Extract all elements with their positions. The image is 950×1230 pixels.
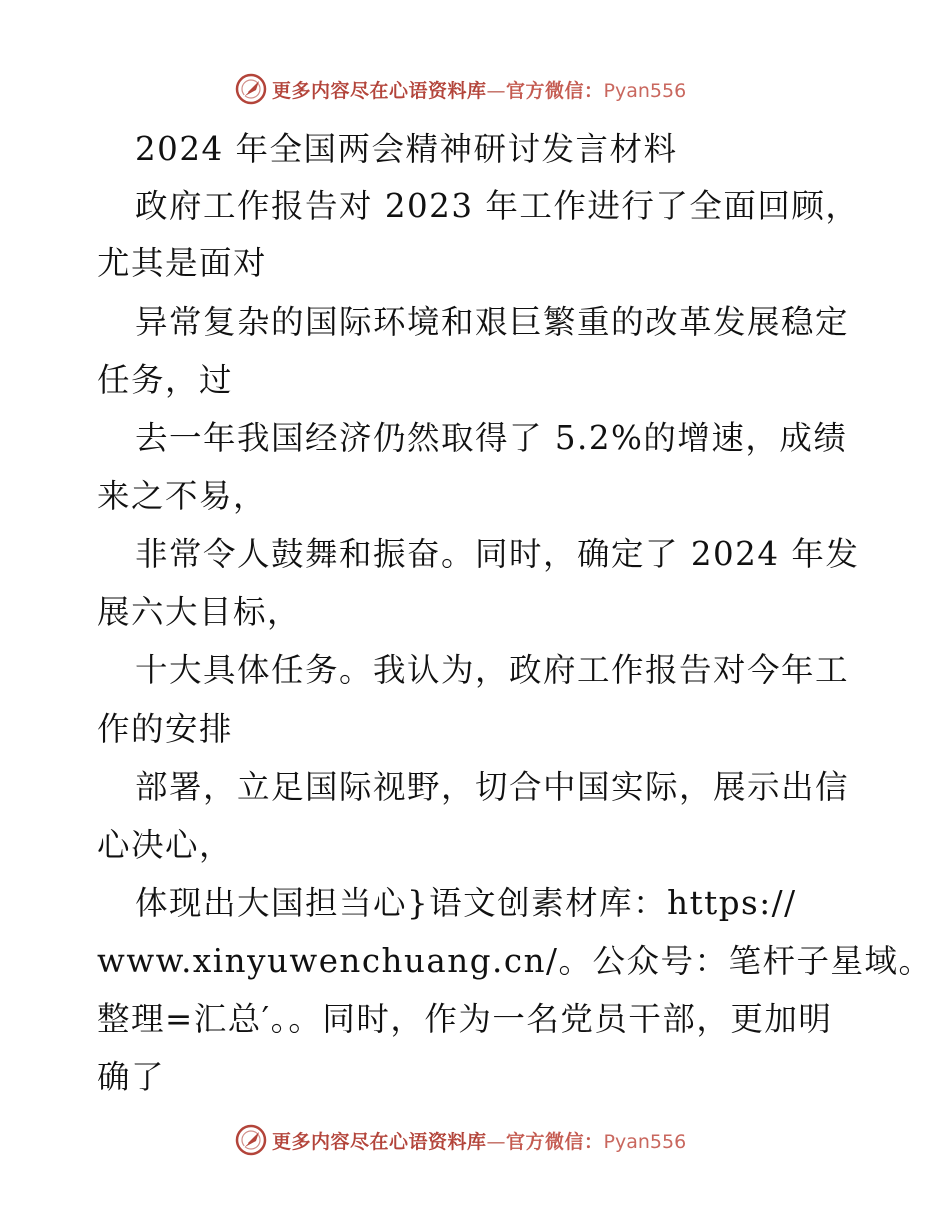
paragraph-line: 体现出大国担当心}语文创素材库：https:// (135, 884, 797, 922)
paragraph-line: 政府工作报告对 2023 年工作进行了全面回顾， (135, 187, 860, 225)
paragraph-line: 确了 (97, 1058, 166, 1096)
banner-dash: — (486, 79, 507, 102)
banner-main: 更多内容尽在心语资料库 (272, 1130, 487, 1153)
paragraph-line: 来之不易， (97, 477, 268, 515)
banner-main: 更多内容尽在心语资料库 (272, 79, 487, 102)
paragraph-line: 部署，立足国际视野，切合中国实际，展示出信 (135, 768, 850, 806)
paragraph-line: www.xinyuwenchuang.cn/。公众号：笔杆子星域。 (97, 942, 933, 980)
document-title: 2024 年全国两会精神研讨发言材料 (135, 130, 678, 168)
paragraph-line: 尤其是面对 (97, 244, 268, 282)
paragraph-line: 作的安排 (97, 710, 234, 748)
paragraph-line: 十大具体任务。我认为，政府工作报告对今年工 (135, 651, 850, 689)
paragraph-line: 任务，过 (97, 361, 234, 399)
paragraph-line: 展六大目标， (97, 593, 302, 631)
banner-text (272, 1127, 686, 1154)
paragraph-line: 非常令人鼓舞和振奋。同时，确定了 2024 年发 (135, 535, 860, 573)
banner-official: 官方微信： (506, 79, 604, 102)
paragraph-line: 整理=汇总′。。同时，作为一名党员干部，更加明 (97, 1000, 833, 1038)
footer-banner (234, 1123, 686, 1157)
quill-logo-icon (234, 1123, 268, 1157)
banner-official: 官方微信： (506, 1130, 604, 1153)
paragraph-line: 异常复杂的国际环境和艰巨繁重的改革发展稳定 (135, 303, 850, 341)
banner-dash: — (486, 1130, 507, 1153)
paragraph-line: 心决心， (97, 826, 234, 864)
paragraph-line: 去一年我国经济仍然取得了 5.2%的增速，成绩 (135, 419, 848, 457)
banner-handle: Pyan556 (603, 79, 687, 102)
banner-handle: Pyan556 (603, 1130, 687, 1153)
